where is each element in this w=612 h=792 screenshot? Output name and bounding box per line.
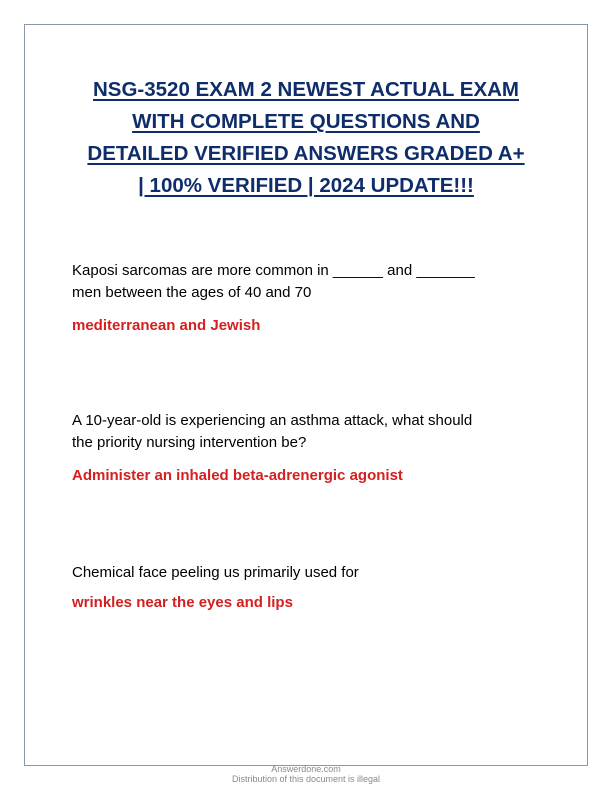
question-line: Kaposi sarcomas are more common in ______ and _______ bbox=[72, 262, 475, 279]
answer-2: Administer an inhaled beta-adrenergic agonist bbox=[72, 467, 403, 484]
question-2 bbox=[72, 410, 542, 454]
question-line: Chemical face peeling us primarily used for bbox=[72, 564, 359, 581]
title-line: DETAILED VERIFIED ANSWERS GRADED A+ bbox=[87, 142, 525, 165]
title-line: | 100% VERIFIED | 2024 UPDATE!!! bbox=[138, 174, 474, 197]
title-line: WITH COMPLETE QUESTIONS AND bbox=[132, 110, 480, 133]
question-line: the priority nursing intervention be? bbox=[72, 434, 307, 451]
question-3 bbox=[72, 562, 542, 584]
answer-1: mediterranean and Jewish bbox=[72, 317, 261, 334]
footer-site-name: Answerdone.com bbox=[271, 764, 341, 774]
title-line: NSG-3520 EXAM 2 NEWEST ACTUAL EXAM bbox=[92, 78, 519, 101]
question-1 bbox=[72, 260, 542, 304]
footer-distribution-notice: Distribution of this document is illegal bbox=[231, 774, 381, 784]
answer-3: wrinkles near the eyes and lips bbox=[72, 594, 293, 611]
question-line: A 10-year-old is experiencing an asthma attack, what should bbox=[72, 412, 473, 429]
question-line: men between the ages of 40 and 70 bbox=[72, 284, 312, 301]
document-title bbox=[60, 74, 552, 202]
